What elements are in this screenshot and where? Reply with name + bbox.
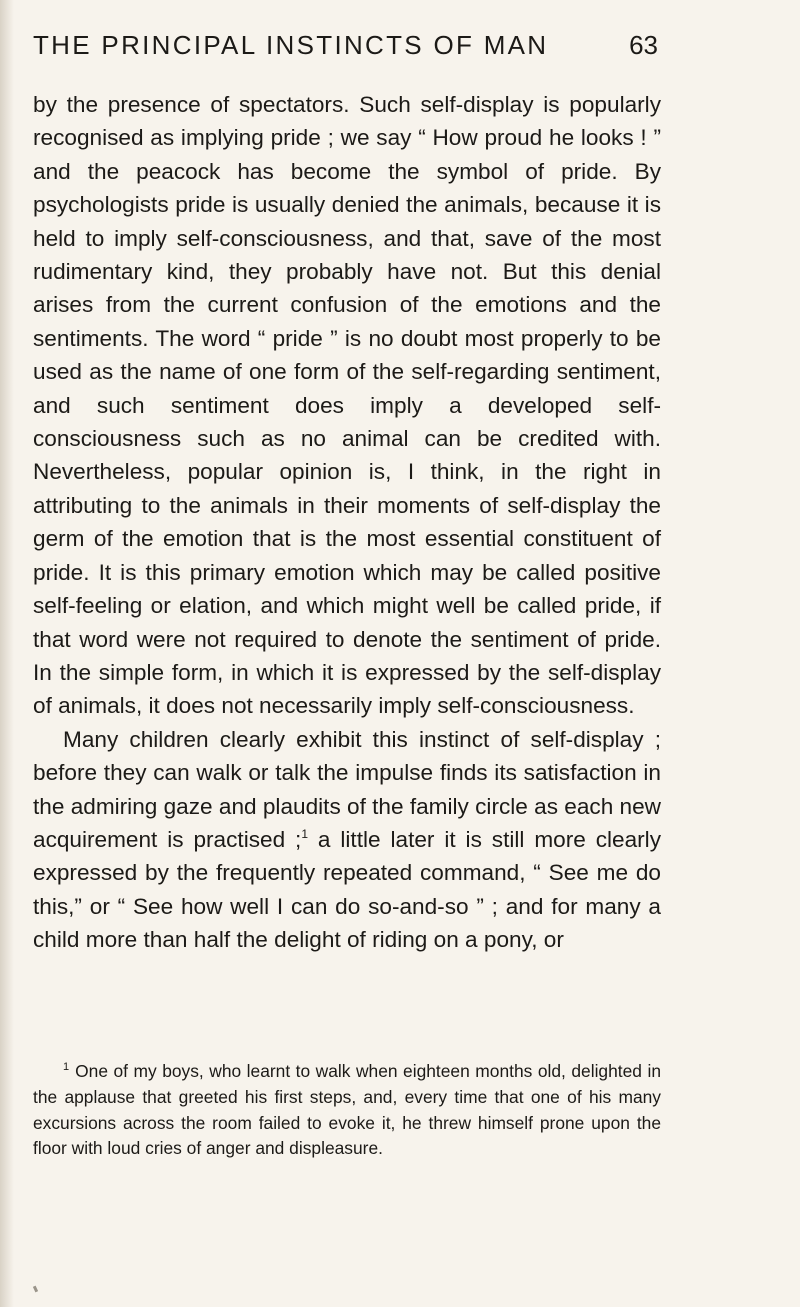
running-header [33,30,658,70]
paragraph-2-text-before-ref: Many children clearly exhibit this instinct of self-display ; before they can walk or talk the impulse finds its satisfaction in the admiring gaze and plaudits of the family circle as each new acquirement is practised ; [33,726,661,852]
footnote-marker: 1 [63,1061,70,1073]
page-gutter-shadow [0,0,14,1307]
footnote-paragraph [33,1059,661,1162]
footnote [33,1059,661,1162]
paragraph-1: by the presence of spectators. Such self-display is popularly recognised as implying pride ; we say “ How proud he looks ! ” and the peacock has become the symbol of pride. By psychologists pride is usually denied the animals, because it is held to imply self-consciousness, and that, save of the most rudimentary kind, they probably have not. But this denial arises from the current confusion of the emotions and the sentiments. The word “ pride ” is no doubt most properly to be used as the name of one form of the self-regarding sentiment, and such sentiment does imply a developed self-consciousness such as no animal can be credited with. Nevertheless, popular opinion is, I think, in the right in attributing to the animals in their moments of self-display the germ of the emotion that is the most essential constituent of pride. It is this primary emotion which may be called positive self-feeling or elation, and which might well be called pride, if that word were not required to denote the sentiment of pride. In the simple form, in which it is expressed by the self-display of animals, it does not necessarily imply self-consciousness. [33,92,661,719]
page-number: 63 [629,30,658,60]
paragraph-2 [33,723,661,957]
paragraph-2-text-after-ref: a little later it is still more clearly expressed by the frequently repeated command, “ See me do this,” or “ See how well I can do so-and-so ” ; and for many a child more than half the delight of riding on a pony, or [33,826,661,953]
running-title: THE PRINCIPAL INSTINCTS OF MAN [33,30,549,60]
footnote-reference: 1 [301,826,309,841]
ink-smudge [33,1286,38,1293]
footnote-text: One of my boys, who learnt to walk when eighteen months old, delighted in the applause that greeted his first steps, and, every time that one of his many excursions across the room failed to evoke it, he threw himself prone upon the floor with loud cries of anger and displeasure. [33,1061,661,1159]
body-text [33,88,661,957]
